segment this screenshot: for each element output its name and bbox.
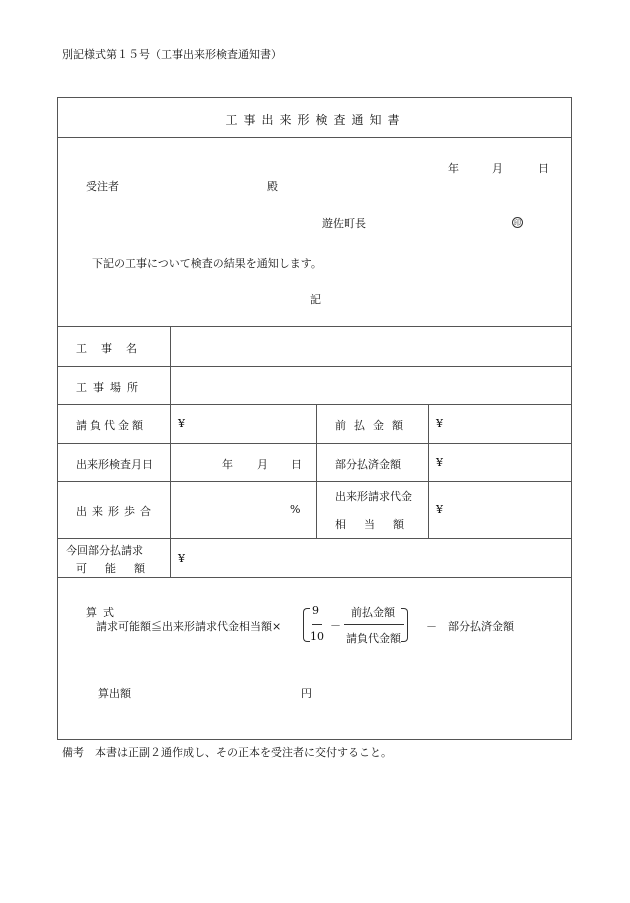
formula-frac2-numerator: 前払金額 <box>351 606 395 619</box>
contract-amount-label: 請負代金額 <box>76 419 146 432</box>
construction-name-label: 工事名 <box>76 342 151 355</box>
formula-lhs: 請求可能額≦出来形請求代金相当額× <box>96 620 282 633</box>
construction-site-label: 工事場所 <box>76 381 144 394</box>
date-month: 月 <box>492 162 503 175</box>
divider <box>58 538 571 539</box>
payable-amount-value: ¥ <box>178 552 185 565</box>
form-number: 別記様式第１５号（工事出来形検査通知書） <box>62 48 282 61</box>
divider <box>316 404 317 538</box>
progress-rate-label: 出来形歩合 <box>76 505 156 518</box>
partial-paid-value: ¥ <box>436 456 443 469</box>
calculated-unit: 円 <box>301 687 312 700</box>
payable-amount-label-line2: 可能額 <box>76 562 163 575</box>
divider <box>58 326 571 327</box>
inspection-date-day: 日 <box>291 458 302 471</box>
claim-equivalent-label-line1: 出来形請求代金 <box>335 490 412 503</box>
divider <box>58 366 571 367</box>
recipient-label: 受注者 <box>86 180 119 193</box>
divider <box>428 404 429 538</box>
divider <box>58 481 571 482</box>
inspection-notice-form <box>57 97 572 740</box>
claim-equivalent-label-line2: 相当額 <box>335 518 422 531</box>
divider <box>58 137 571 138</box>
formula-tail: － 部分払済金額 <box>426 620 514 633</box>
form-title: 工事出来形検査通知書 <box>225 113 406 127</box>
inspection-date-year: 年 <box>222 458 233 471</box>
formula-fraction-bar <box>344 624 404 625</box>
date-year: 年 <box>448 162 459 175</box>
body-text: 下記の工事について検査の結果を通知します。 <box>92 257 322 270</box>
formula-minus: － <box>330 619 341 632</box>
sender-title: 遊佐町長 <box>322 217 366 230</box>
advance-payment-value: ¥ <box>436 417 443 430</box>
progress-rate-unit: % <box>290 503 301 516</box>
payable-amount-label-line1: 今回部分払請求 <box>66 544 143 557</box>
date-day: 日 <box>538 162 549 175</box>
calculated-label: 算出額 <box>98 687 131 700</box>
remarks: 備考 本書は正副２通作成し、その正本を受注者に交付すること。 <box>62 746 392 759</box>
inspection-date-label: 出来形検査月日 <box>76 458 153 471</box>
advance-payment-label: 前払金額 <box>335 419 411 432</box>
contract-amount-value: ¥ <box>178 417 185 430</box>
formula-left-paren <box>303 608 310 642</box>
note-mark: 記 <box>310 293 321 306</box>
formula-right-paren <box>401 608 408 642</box>
seal-mark: 印 <box>514 219 521 227</box>
inspection-date-month: 月 <box>257 458 268 471</box>
formula-denominator: 10 <box>310 630 324 643</box>
formula-heading: 算式 <box>86 606 120 619</box>
partial-paid-label: 部分払済金額 <box>335 458 401 471</box>
formula-frac2-denominator: 請負代金額 <box>346 632 401 645</box>
formula-fraction-bar <box>312 624 322 625</box>
claim-equivalent-value: ¥ <box>436 503 443 516</box>
divider <box>58 443 571 444</box>
divider <box>58 404 571 405</box>
recipient-honorific: 殿 <box>267 180 278 193</box>
divider <box>170 326 171 577</box>
divider <box>58 577 571 578</box>
formula-numerator: 9 <box>312 604 319 617</box>
